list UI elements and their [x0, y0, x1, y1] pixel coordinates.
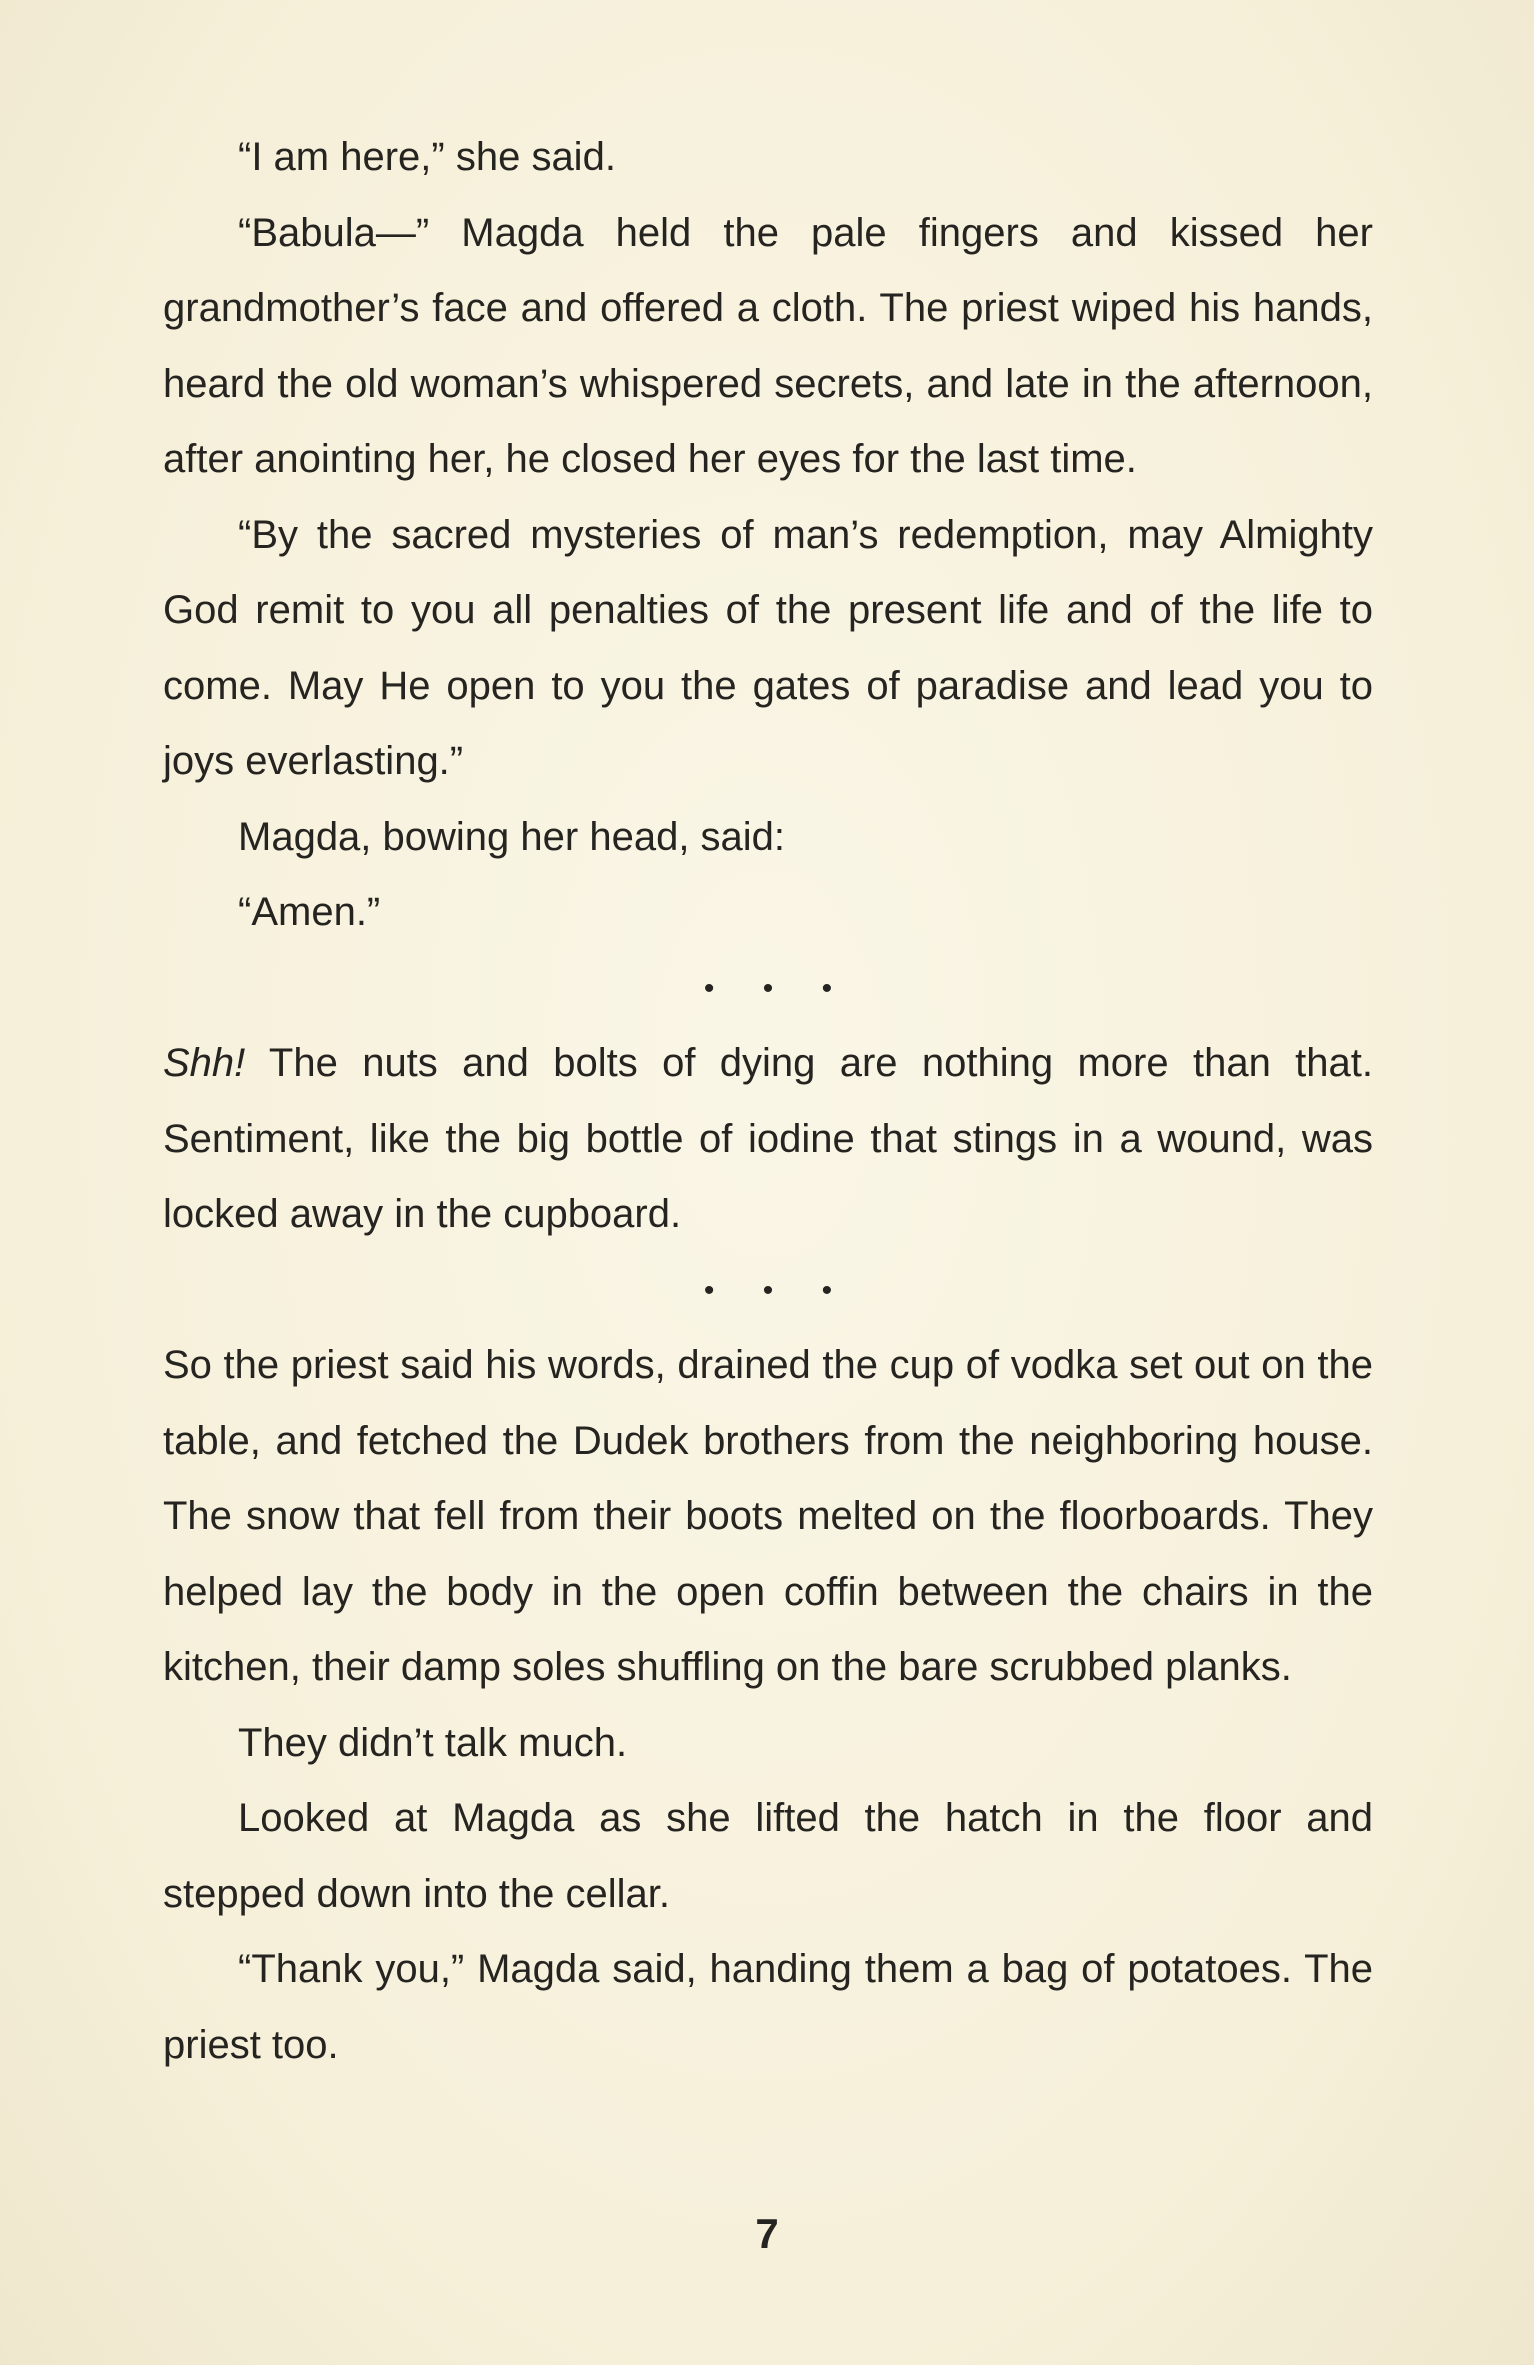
paragraph-text: The nuts and bolts of dying are nothing more than that. Sentiment, like the big bottle of iodine that stings in a wound, was locked away in the cupboard.: [163, 1041, 1373, 1236]
paragraph: Looked at Magda as she lifted the hatch in the floor and stepped down into the cellar.: [163, 1796, 1373, 1916]
section-break: • • •: [703, 971, 853, 1005]
body-text: [163, 120, 1373, 2083]
paragraph: “By the sacred mysteries of man’s redemption, may Almighty God remit to you all penalties of the present life and of the life to come. May He open to you the gates of paradise and lead you to joys everlasting.”: [163, 512, 1373, 783]
page-number: 7: [755, 2210, 779, 2257]
paragraph: “Babula—” Magda held the pale fingers and kissed her grandmother’s face and offered a cloth. The priest wiped his hands, heard the old woman’s whispered secrets, and late in the afternoon, after anointing her, he closed her eyes for the last time.: [163, 210, 1373, 481]
italic-lead: Shh!: [163, 1041, 246, 1085]
paragraph: “I am here,” she said.: [238, 135, 616, 179]
paragraph: “Amen.”: [238, 890, 381, 934]
paragraph: So the priest said his words, drained the cup of vodka set out on the table, and fetched the Dudek brothers from the neighboring house. The snow that fell from their boots melted on the floorboards. They helped lay the body in the open coffin between the chairs in the kitchen, their damp soles shuffling on the bare scrubbed planks.: [163, 1343, 1373, 1689]
paragraph: “Thank you,” Magda said, handing them a bag of potatoes. The priest too.: [163, 1947, 1373, 2067]
paragraph: [163, 1026, 1373, 1253]
paragraph: They didn’t talk much.: [238, 1720, 628, 1765]
paragraph: Magda, bowing her head, said:: [238, 814, 786, 859]
section-break: • • •: [703, 1273, 853, 1307]
